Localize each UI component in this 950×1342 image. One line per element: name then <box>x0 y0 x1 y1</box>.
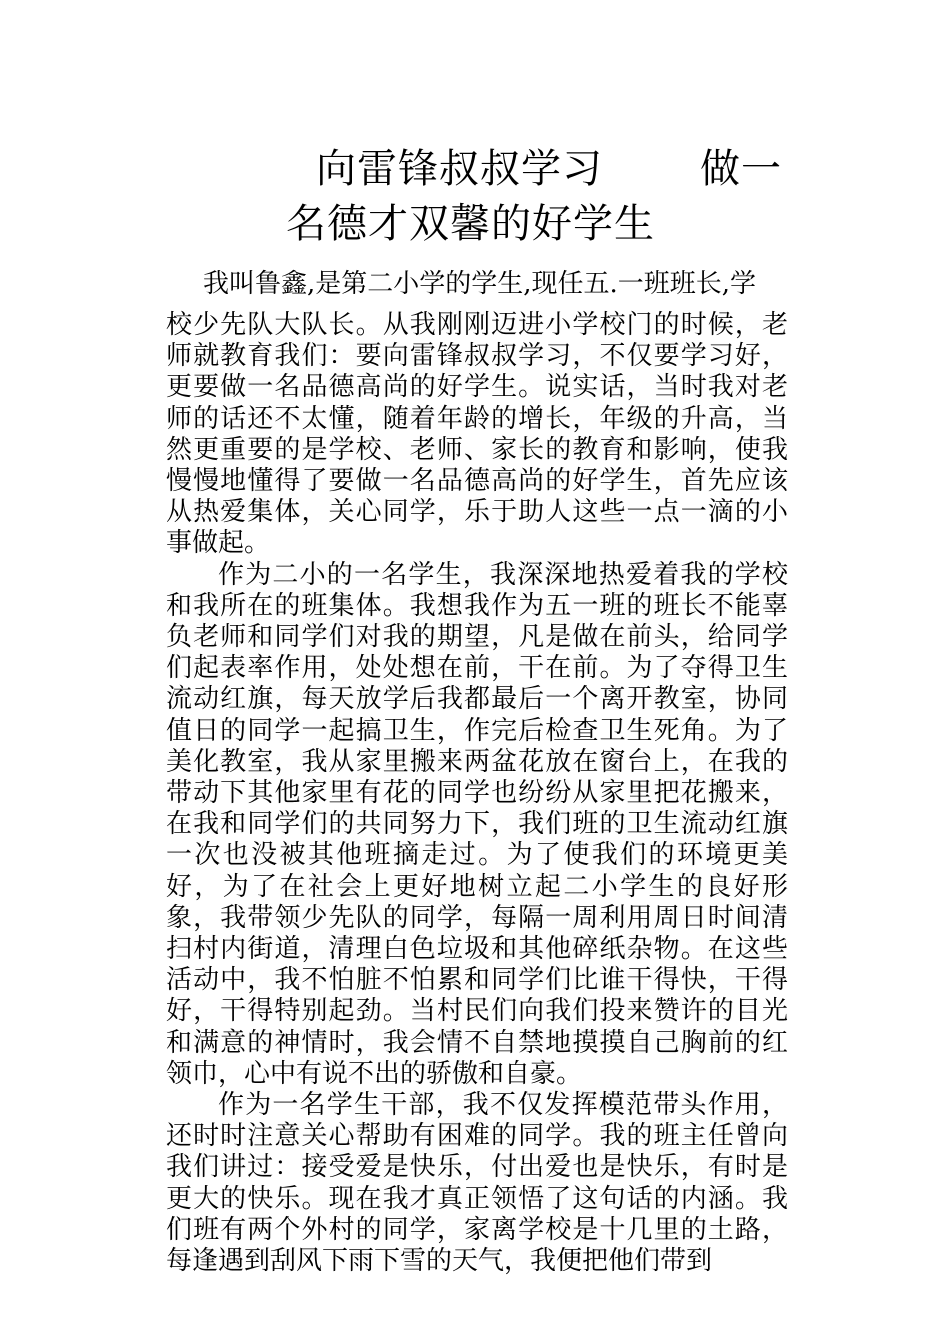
paragraph-1-first-line: 我叫鲁鑫,是第二小学的学生,现任五.一班班长,学 <box>203 269 757 299</box>
document-title-line-1-right: 做一 <box>700 146 782 192</box>
paragraph-2: 作为二小的一名学生，我深深地热爱着我的学校和我所在的班集体。我想我作为五一班的班长不能辜负老师和同学们对我的期望，凡是做在前头，给同学们起表率作用，处处想在前，干在前。为了夺得卫生流动红旗，每天放学后我都最后一个离开教室，协同值日的同学一起搞卫生，作完后检查卫生死角。为了美化教室，我从家里搬来两盆花放在窗台上，在我的带动下其他家里有花的同学也纷纷从家里把花搬来，在我和同学们的共同努力下，我们班的卫生流动红旗一次也没被其他班摘走过。为了使我们的环境更美好，为了在社会上更好地树立起二小学生的良好形象，我带领少先队的同学，每隔一周利用周日时间清扫村内街道，清理白色垃圾和其他碎纸杂物。在这些活动中，我不怕脏不怕累和同学们比谁干得快，干得好，干得特别起劲。当村民们向我们投来赞许的目光和满意的神情时，我会情不自禁地摸摸自己胸前的红领巾，心中有说不出的骄傲和自豪。 <box>166 559 788 1089</box>
document-title-line-1-left: 向雷锋叔叔学习 <box>316 146 603 192</box>
document-body <box>166 310 788 1277</box>
paragraph-1: 校少先队大队长。从我刚刚迈进小学校门的时候，老师就教育我们：要向雷锋叔叔学习，不仅要学习好，更要做一名品德高尚的好学生。说实话，当时我对老师的话还不太懂，随着年龄的增长，年级的升高，当然更重要的是学校、老师、家长的教育和影响，使我慢慢地懂得了要做一名品德高尚的好学生，首先应该从热爱集体，关心同学，乐于助人这些一点一滴的小事做起。 <box>166 310 788 559</box>
document-title-line-2: 名德才双馨的好学生 <box>286 201 655 247</box>
paragraph-3: 作为一名学生干部，我不仅发挥模范带头作用，还时时注意关心帮助有困难的同学。我的班主任曾向我们讲过：接受爱是快乐，付出爱也是快乐，有时是更大的快乐。现在我才真正领悟了这句话的内涵。我们班有两个外村的同学，家离学校是十几里的土路，每逢遇到刮风下雨下雪的天气，我便把他们带到 <box>166 1090 788 1277</box>
